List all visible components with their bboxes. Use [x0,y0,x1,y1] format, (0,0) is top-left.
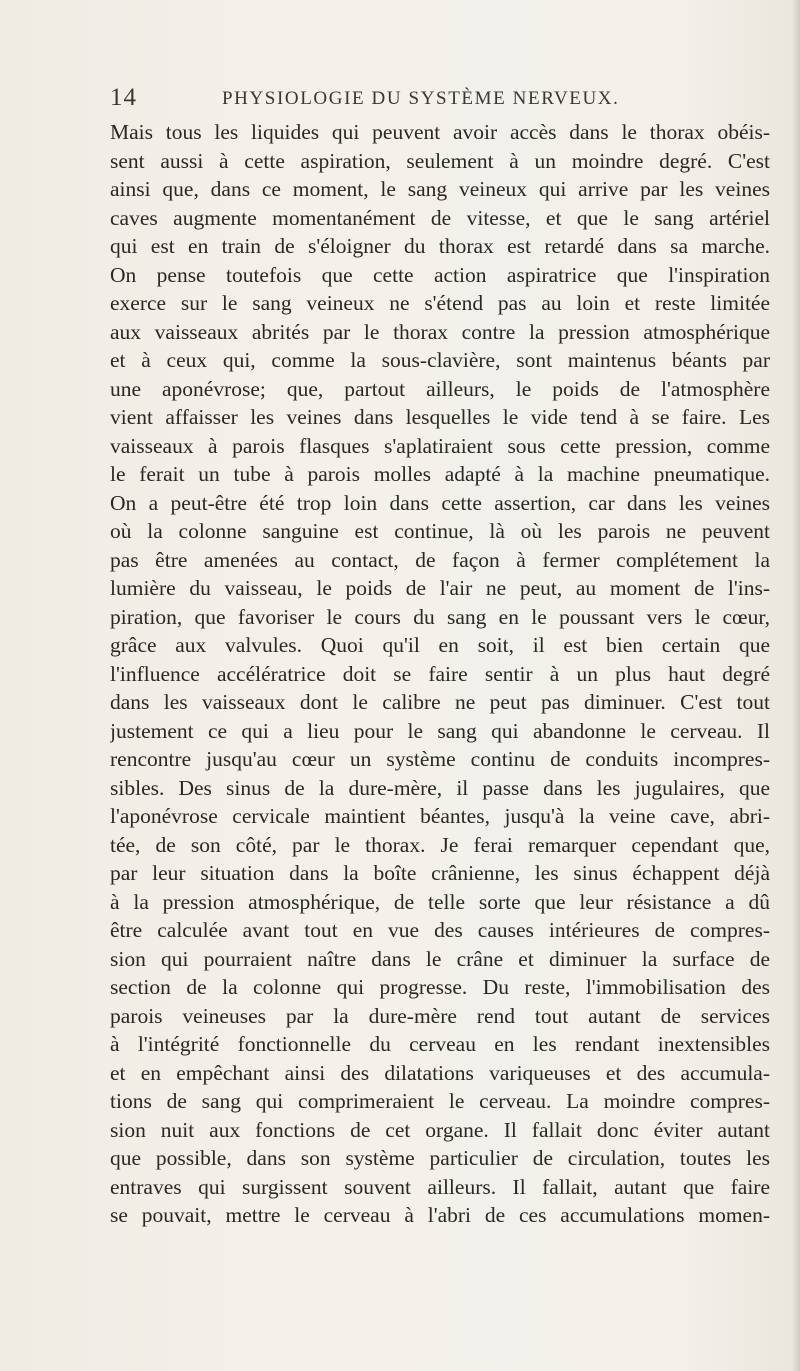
text-line: et à ceux qui, comme la sous-clavière, sont maintenus béants par [110,348,770,372]
text-line: Mais tous les liquides qui peuvent avoir accès dans le thorax obéis- [110,120,770,144]
text-line: section de la colonne qui progresse. Du reste, l'immobilisation des [110,975,770,999]
text-line: dans les vaisseaux dont le calibre ne peut pas diminuer. C'est tout [110,690,770,714]
text-line: le ferait un tube à parois molles adapté à la machine pneumatique. [110,462,770,486]
text-line: entraves qui surgissent souvent ailleurs. Il fallait, autant que faire [110,1174,770,1199]
page-header [110,84,710,114]
page-number: 14 [110,84,137,111]
text-line: sibles. Des sinus de la dure-mère, il passe dans les jugulaires, que [110,775,770,800]
running-title: PHYSIOLOGIE DU SYSTÈME NERVEUX. [222,88,620,109]
text-line: ainsi que, dans ce moment, le sang veineux qui arrive par les veines [110,177,770,201]
text-line: rencontre jusqu'au cœur un système continu de conduits incompres- [110,747,770,771]
text-line: caves augmente momentanément de vitesse, et que le sang artériel [110,205,770,230]
text-line: vient affaisser les veines dans lesquelles le vide tend à se faire. Les [110,405,770,429]
text-line: aux vaisseaux abrités par le thorax contre la pression atmosphérique [110,319,770,344]
text-line: par leur situation dans la boîte crânienne, les sinus échappent déjà [110,861,770,885]
text-line: On a peut-être été trop loin dans cette assertion, car dans les veines [110,490,770,515]
text-line: piration, que favoriser le cours du sang en le poussant vers le cœur, [110,604,770,629]
text-line: vaisseaux à parois flasques s'aplatiraient sous cette pression, comme [110,433,770,458]
text-line: se pouvait, mettre le cerveau à l'abri de ces accumulations momen- [110,1203,770,1227]
text-line: et en empêchant ainsi des dilatations variqueuses et des accumula- [110,1060,770,1085]
text-line: que possible, dans son système particulier de circulation, toutes les [110,1146,770,1170]
text-line: l'influence accélératrice doit se faire sentir à un plus haut degré [110,661,770,686]
text-line: justement ce qui a lieu pour le sang qui abandonne le cerveau. Il [110,718,770,743]
page-edge-shadow [792,0,800,1371]
text-line: grâce aux valvules. Quoi qu'il en soit, il est bien certain que [110,633,770,657]
text-line: où la colonne sanguine est continue, là où les parois ne peuvent [110,519,770,543]
text-line: l'aponévrose cervicale maintient béantes, jusqu'à la veine cave, abri- [110,804,770,828]
text-line: tions de sang qui comprimeraient le cerveau. La moindre compres- [110,1089,770,1113]
text-line: sion qui pourraient naître dans le crâne et diminuer la surface de [110,946,770,971]
body-text [110,118,770,1230]
text-line: parois veineuses par la dure-mère rend tout autant de services [110,1003,770,1028]
text-line: à l'intégrité fonctionnelle du cerveau en les rendant inextensibles [110,1032,770,1056]
text-line: lumière du vaisseau, le poids de l'air ne peut, au moment de l'ins- [110,576,770,600]
text-line: sion nuit aux fonctions de cet organe. Il fallait donc éviter autant [110,1117,770,1142]
text-line: On pense toutefois que cette action aspiratrice que l'inspiration [110,262,770,287]
text-line: pas être amenées au contact, de façon à fermer complétement la [110,547,770,572]
text-line: être calculée avant tout en vue des causes intérieures de compres- [110,918,770,942]
text-line: à la pression atmosphérique, de telle sorte que leur résistance a dû [110,889,770,914]
text-line: une aponévrose; que, partout ailleurs, le poids de l'atmosphère [110,376,770,401]
text-line: exerce sur le sang veineux ne s'étend pas au loin et reste limitée [110,291,770,315]
text-line: sent aussi à cette aspiration, seulement à un moindre degré. C'est [110,148,770,173]
text-line: tée, de son côté, par le thorax. Je ferai remarquer cependant que, [110,832,770,857]
text-line: qui est en train de s'éloigner du thorax est retardé dans sa marche. [110,234,770,258]
